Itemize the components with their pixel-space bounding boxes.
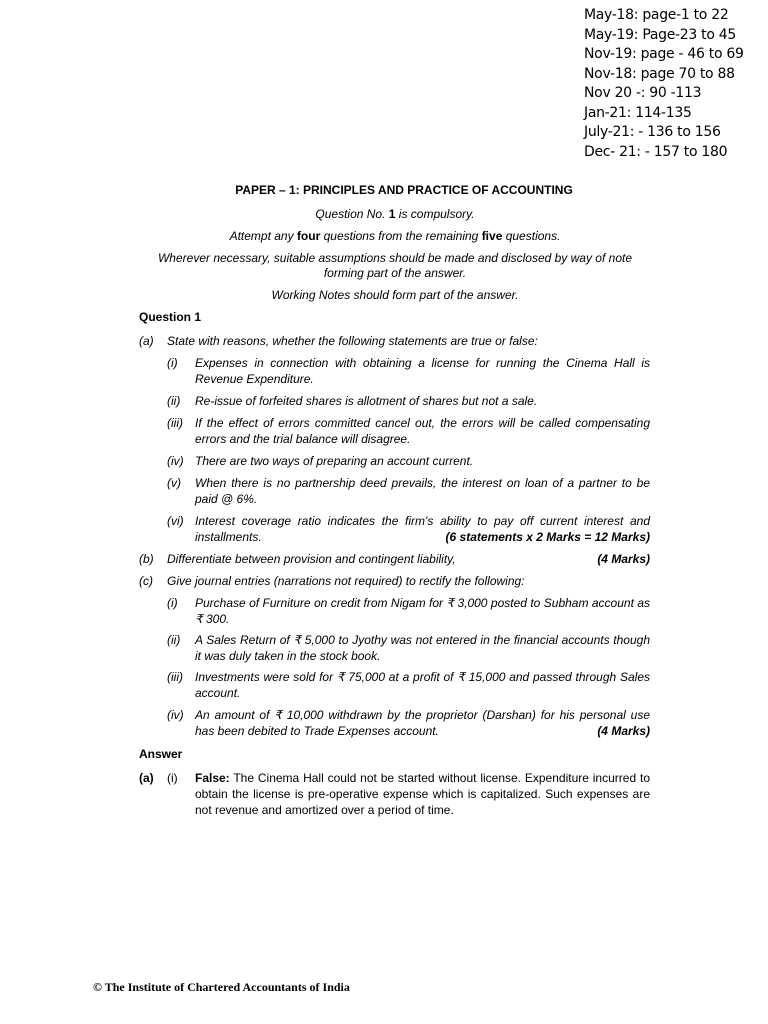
marks-c: (4 Marks) (597, 724, 650, 738)
question-heading: Question 1 (139, 310, 202, 324)
instruction-assumptions: Wherever necessary, suitable assumptions should be made and disclosed by way of note forming part of the answer. (157, 251, 633, 280)
instruction-attempt: Attempt any four questions from the remaining five questions. (229, 229, 561, 243)
note-line: May-18: page-1 to 22 (584, 7, 729, 23)
note-line: Nov 20 -: 90 -113 (584, 85, 702, 101)
question-b: (b) Differentiate between provision and contingent liability, (4 Marks) (139, 552, 650, 566)
answer-heading: Answer (139, 747, 183, 761)
note-line: Nov-19: page - 46 to 69 (584, 46, 744, 62)
note-line: Dec- 21: - 157 to 180 (584, 143, 728, 160)
note-line: July-21: - 136 to 156 (584, 124, 721, 140)
note-line: May-19: Page-23 to 45 (584, 26, 736, 43)
handwritten-page-index (584, 6, 744, 162)
instruction-compulsory: Question No. 1 is compulsory. (315, 207, 475, 221)
paper-title: PAPER – 1: PRINCIPLES AND PRACTICE OF ACCOUNTING (235, 183, 573, 197)
marks-a: (6 statements x 2 Marks = 12 Marks) (445, 530, 650, 544)
footer-copyright: © The Institute of Chartered Accountants of India (93, 980, 350, 994)
note-line: Nov-18: page 70 to 88 (584, 65, 735, 82)
note-line: Jan-21: 114-135 (584, 104, 692, 121)
instruction-working-notes: Working Notes should form part of the answer. (271, 288, 519, 302)
